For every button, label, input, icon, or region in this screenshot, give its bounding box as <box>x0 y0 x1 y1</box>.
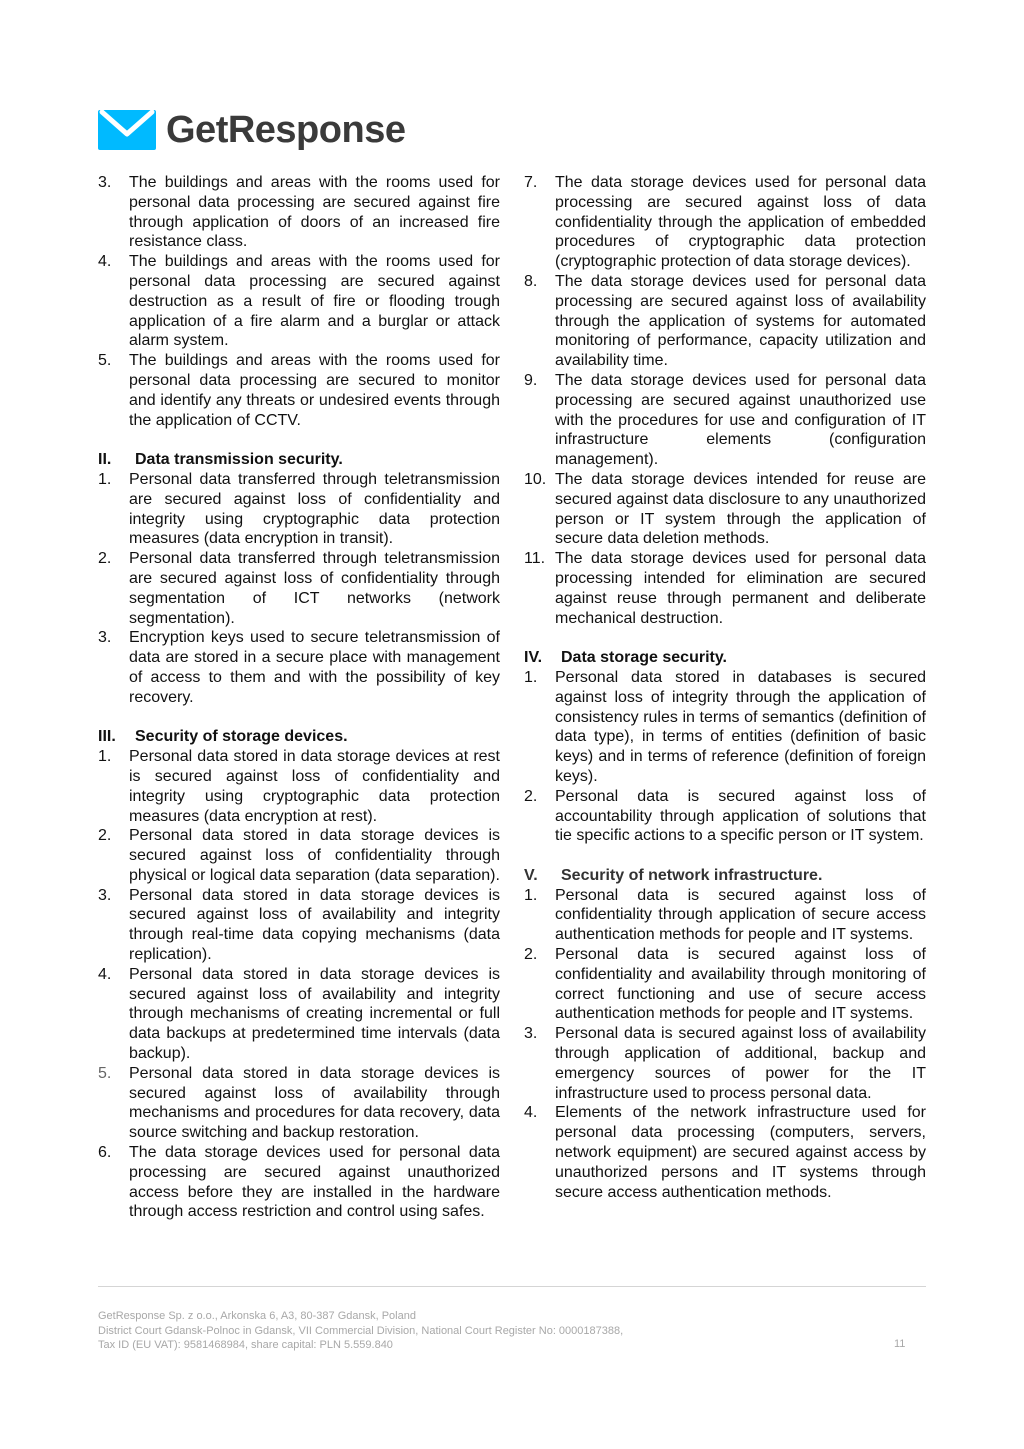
section-number: V. <box>524 866 538 884</box>
section-heading <box>524 866 926 886</box>
item-text: Personal data stored in data storage devices is secured against loss of availability and integrity through mechanisms of creating incremental or full data backups at predetermined time intervals (data backup). <box>129 965 500 1063</box>
item-number: 2. <box>98 827 112 845</box>
item-number: 1. <box>524 886 538 904</box>
section-number: III. <box>98 728 116 746</box>
item-number: 5. <box>98 1064 112 1082</box>
item-number: 1. <box>98 470 112 488</box>
list-item <box>524 371 926 470</box>
footer-court-register: District Court Gdansk-Polnoc in Gdansk, VII Commercial Division, National Court Register No: 0000187388, <box>98 1324 624 1337</box>
item-number: 6. <box>98 1144 112 1162</box>
item-number: 7. <box>524 174 538 191</box>
item-text: Personal data stored in databases is secured against loss of integrity through the application of consistency rules in terms of semantics (definition of data type), in terms of entities (definition of basic keys) and in terms of reference (definition of foreign keys). <box>555 668 926 785</box>
item-text: Personal data transferred through teletransmission are secured against loss of confidentiality and integrity using cryptographic data protection measures (data encryption in transit). <box>129 470 500 548</box>
item-number: 5. <box>98 352 112 370</box>
section-title: Data transmission security. <box>135 451 343 469</box>
item-text: Personal data is secured against loss of availability through application of additional, backup and emergency sources of power for the IT infrastructure used to process personal data. <box>555 1025 926 1102</box>
item-text: Personal data stored in data storage devices is secured against loss of confidentiality through physical or logical data separation (data separation). <box>129 827 500 884</box>
list-item <box>98 252 500 351</box>
item-text: The data storage devices used for personal data processing are secured against loss of availability through the application of systems for automated monitoring of performance, capacity utilization and availability time. <box>555 272 926 370</box>
list-item <box>524 272 926 371</box>
item-text: Personal data stored in data storage devices at rest is secured against loss of confidentiality and integrity using cryptographic data protection measures (data encryption at rest). <box>129 748 500 825</box>
list-item <box>98 173 500 252</box>
item-text: Personal data is secured against loss of accountability through application of solutions that tie specific actions to a specific person or IT system. <box>555 787 926 845</box>
list-item <box>524 173 926 272</box>
list-item <box>524 668 926 787</box>
envelope-logo-icon <box>98 110 156 150</box>
item-text: The buildings and areas with the rooms used for personal data processing are secured to monitor and identify any threats or undesired events through the application of CCTV. <box>129 352 500 429</box>
item-text: Personal data is secured against loss of confidentiality and availability through monitoring of correct functioning and use of secure access authentication methods for people and IT systems. <box>555 946 926 1023</box>
item-text: Elements of the network infrastructure used for personal data processing (computers, servers, network equipment) are secured against access by unauthorized persons and IT systems through secure access authentication methods. <box>555 1104 926 1201</box>
section-number: IV. <box>524 649 543 667</box>
item-text: Personal data stored in data storage devices is secured against loss of availability and integrity through real-time data copying mechanisms (data replication). <box>129 886 500 964</box>
item-text: Personal data stored in data storage devices is secured against loss of availability through mechanisms and procedures for data recovery, data source switching and backup restoration. <box>129 1064 500 1142</box>
item-number: 4. <box>524 1104 538 1122</box>
footer-tax-id: Tax ID (EU VAT): 9581468984, share capital: PLN 5.559.840 <box>98 1339 393 1351</box>
item-number: 9. <box>524 371 538 389</box>
item-text: Personal data transferred through teletransmission are secured against loss of confidentiality through segmentation of ICT networks (network segmentation). <box>129 550 500 627</box>
list-item <box>98 1064 500 1143</box>
item-number: 3. <box>98 629 112 647</box>
page-number: 11 <box>894 1338 906 1350</box>
item-number: 2. <box>524 946 538 964</box>
footer <box>98 1309 623 1353</box>
item-number: 11. <box>524 550 546 568</box>
list-item <box>524 886 926 945</box>
section-heading <box>98 727 500 747</box>
item-text: The data storage devices used for personal data processing are secured against loss of data confidentiality through the application of embedded procedures of cryptographic data protection (cryptographic protection of data storage devices). <box>555 174 926 271</box>
item-number: 10. <box>524 470 547 488</box>
section-title: Security of storage devices. <box>135 728 348 746</box>
item-number: 3. <box>98 174 112 191</box>
list-item <box>98 628 500 707</box>
item-text: The buildings and areas with the rooms used for personal data processing are secured against destruction as a result of fire or flooding trough application of a fire alarm and a burglar or attack alarm system. <box>129 253 500 350</box>
item-text: Encryption keys used to secure teletransmission of data are stored in a secure place with management of access to them and with the possibility of key recovery. <box>129 629 500 706</box>
item-text: Personal data is secured against loss of confidentiality through application of secure access authentication methods for people and IT systems. <box>555 886 926 944</box>
item-number: 1. <box>98 748 112 766</box>
item-number: 4. <box>98 965 112 983</box>
footer-divider <box>98 1286 926 1287</box>
list-item <box>524 549 926 628</box>
brand-name: GetResponse <box>166 108 406 151</box>
item-text: The buildings and areas with the rooms used for personal data processing are secured against fire through application of doors of an increased fire resistance class. <box>129 174 500 251</box>
list-item <box>98 470 500 549</box>
list-item <box>98 747 500 826</box>
brand-logo <box>98 108 405 152</box>
list-item <box>98 965 500 1064</box>
list-item <box>98 549 500 628</box>
section-heading <box>524 648 926 668</box>
list-item <box>524 470 926 549</box>
left-column <box>98 173 500 1222</box>
item-number: 2. <box>524 787 538 805</box>
list-item <box>524 1024 926 1103</box>
list-item <box>524 1103 926 1202</box>
item-number: 1. <box>524 668 538 686</box>
right-column <box>524 173 926 1202</box>
list-item <box>98 351 500 430</box>
item-text: The data storage devices used for personal data processing intended for elimination are secured against reuse through permanent and deliberate mechanical destruction. <box>555 550 926 627</box>
item-text: The data storage devices used for personal data processing are secured against unauthorized use with the procedures for use and configuration of IT infrastructure elements (configuration management). <box>555 371 926 469</box>
list-item <box>98 1143 500 1222</box>
item-number: 3. <box>524 1025 538 1043</box>
item-text: The data storage devices intended for reuse are secured against data disclosure to any unauthorized person or IT system through the application of secure data deletion methods. <box>555 470 926 548</box>
item-number: 2. <box>98 550 112 568</box>
list-item <box>98 826 500 885</box>
list-item <box>524 787 926 846</box>
section-heading <box>98 450 500 470</box>
item-number: 3. <box>98 886 112 904</box>
footer-address: GetResponse Sp. z o.o., Arkonska 6, A3, 80-387 Gdansk, Poland <box>98 1310 416 1322</box>
item-number: 4. <box>98 253 112 271</box>
list-item <box>524 945 926 1024</box>
item-text: The data storage devices used for personal data processing are secured against unauthorized access before they are installed in the hardware through access restriction and control using safes. <box>129 1144 500 1221</box>
section-title: Security of network infrastructure. <box>561 866 823 884</box>
list-item <box>98 886 500 965</box>
section-title: Data storage security. <box>561 649 727 667</box>
section-number: II. <box>98 451 112 469</box>
item-number: 8. <box>524 272 538 290</box>
